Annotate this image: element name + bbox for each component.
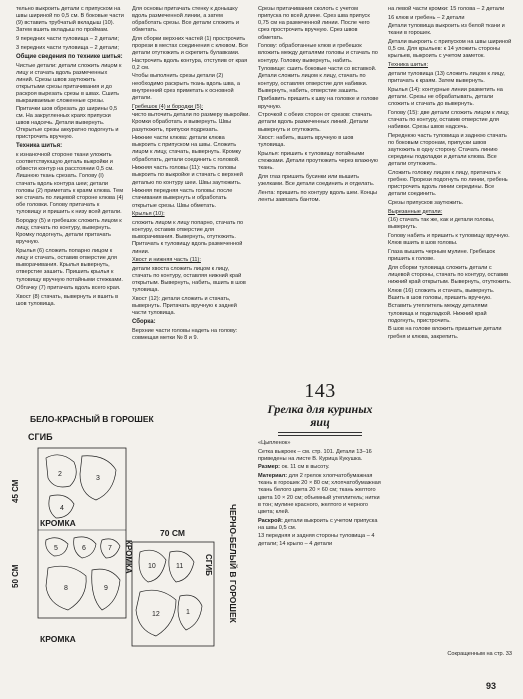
paragraph: Строчкой с обеих сторон от срезов: стачать детали вдоль размеченных линий. Детали вывернуть и отутюжить. bbox=[258, 112, 372, 133]
paragraph: Вставить утеплитель между деталями туловища и подкладкой. Нижний край подогнуть, пристрочить. bbox=[388, 303, 488, 324]
pattern-piece bbox=[178, 595, 202, 630]
paragraph: Нижние части клюва: детали клюва выкроить с припуском на швы. Сложить лицом к лицу, стачать, вывернуть. Кромку обработать, детали соединить с головой. bbox=[132, 135, 241, 163]
paragraph: Лента: пришить по контуру вдоль шеи. Концы ленты завязать бантом. bbox=[258, 189, 378, 203]
cutting-value: детали выкроить с учетом припуска на швы 0,5 см. bbox=[258, 517, 378, 531]
paragraph: Хвост (8) стачать, вывернуть и вшить в шов туловища. bbox=[16, 293, 119, 308]
paragraph: Верхние части головы надеть на голову: совмещая метки № 8 и 9. bbox=[132, 328, 238, 342]
paragraph: В шов на голове вложить пришитые детали гребня и клюва, закрепить. bbox=[388, 326, 502, 340]
paragraph: Клюв (16) сложить и стачать, вывернуть. Вшить в шов головы, пришить вручную. bbox=[388, 287, 495, 301]
paragraph: «Цыпленок» bbox=[258, 440, 291, 446]
materials-label: Материал: bbox=[258, 473, 288, 480]
paragraph: тельно выкроить детали с припуском на швы шириной по 0,5 см. В боковые части (9) вставить трубчатый вкладыш (10). Затем вшить вкладыш по проймам. bbox=[16, 6, 124, 34]
section-heading: Сборка: bbox=[132, 319, 156, 326]
paragraph: на левой части кромки: 15 голова – 2 детали bbox=[388, 6, 505, 12]
piece-number: 5 bbox=[54, 545, 58, 552]
paragraph: чисто выточить детали по размеру выкройки. Кромки обработать и вывернуть. Швы разутюжить, припуски подрезать. bbox=[132, 112, 250, 133]
paragraph: Нижняя передняя часть головы: после стачивания вывернуть и обработать открытые срезы. Швы обметать. bbox=[132, 188, 233, 209]
fabric-outline-right bbox=[132, 542, 214, 646]
cutting-list: 13 передняя и задняя стороны туловища – 4 детали; 14 крыло – 4 детали bbox=[258, 533, 375, 547]
section-heading: Общие сведения по технике шитья: bbox=[16, 53, 123, 60]
section-heading: Техника шитья: bbox=[16, 143, 63, 150]
cutting-layout-diagram bbox=[10, 410, 256, 692]
edge-label: КРОМКА bbox=[124, 540, 133, 574]
height-label-45: 45 СМ bbox=[11, 479, 20, 503]
paragraph: Сложить головку лицом к лицу, притачать к гребню. Прорези подогнуть по линии, гребень пристрочить вдоль линии середины. Все детали соединить. bbox=[388, 169, 508, 198]
paragraph: Для сборки туловища сложить детали с лицевой стороны, стачать по контуру, оставив нижний край открытым. Вывернуть, отутюжить. bbox=[388, 264, 512, 285]
paragraph: к изнаночной стороне ткани уложить соответствующую деталь выкройки и обвести контур на расстоянии 0,5 см. Лишнюю ткань срезать. Голову (I) стачать вдоль контура шеи; детали головы (2) приметать к краям клюва. Тем же стачать по лицевой стороне клюва (4) обе головки. Голову притачать к туловищу и пришить к низу всей детали. bbox=[16, 151, 124, 216]
fold-label: СГИБ bbox=[28, 432, 53, 442]
paragraph: Крылья (6) сложить попарно лицом к лицу и стачать, оставив отверстие для выворачивания. Крылья вывернуть, отверстие зашить. Пришить крылья к туловищу вручную потайными стежками. bbox=[16, 248, 123, 283]
paragraph: детали туловища (13) сложить лицом к лицу, притачать к краям. Затем вывернуть. bbox=[388, 70, 505, 84]
width-label: 70 СМ bbox=[160, 528, 185, 538]
piece-number: 9 bbox=[104, 585, 108, 592]
piece-number: 6 bbox=[82, 545, 86, 552]
paragraph: Туловище: сшить боковые части со вставкой. Детали сложить лицом к лицу, стачать по контуру, оставляя отверстие для набивки. Вывернуть, набить, отверстие зашить. bbox=[258, 66, 377, 94]
paragraph: Для сборки верхних частей (1) прострочить прорези в местах соединения с клювом. Все детали отутюжить и скрепить булавками. Настрочить вдоль контура, отступив от края 0,2 см. bbox=[132, 36, 249, 71]
diagram-title bbox=[30, 413, 154, 424]
project-text bbox=[258, 440, 382, 548]
diagram-title-text: БЕЛО-КРАСНЫЙ В ГОРОШЕК bbox=[30, 414, 154, 424]
fold-label: СГИБ bbox=[204, 554, 213, 576]
paragraph: Голову (15): две детали сложить лицом к лицу, стачать по контуру, оставив отверстие для набивки. Срезы швов надсечь. bbox=[388, 109, 510, 130]
paragraph: Бородку (5) и гребешок сложить лицом к лицу, стачать по контуру, вывернуть. Кромку подогнуть, детали притачать вручную. bbox=[16, 217, 122, 246]
paragraph: (16) стачать так же, как и детали головы, вывернуть. bbox=[388, 217, 495, 231]
size-label: Размер: bbox=[258, 464, 281, 471]
title-divider bbox=[278, 432, 362, 436]
paragraph: Голову: обработанные клюв и гребешок вложить между деталями головы и стачать по контуру. Головку вывернуть, набить. bbox=[258, 43, 378, 64]
paragraph: 9 передних части туловища – 2 детали; bbox=[16, 36, 119, 43]
paragraph: Голову набить и пришить к туловищу вручную. Клюв вшить в шов головы. bbox=[388, 233, 510, 247]
section-heading: Вырезанные детали: bbox=[388, 208, 443, 215]
cutting-line bbox=[258, 518, 382, 532]
text-column-1 bbox=[16, 6, 124, 410]
paragraph: Переднюю часть туловища и заднюю стачать по боковым сторонам, припуски швов заутюжить в одну сторону. Стачать линию середины подкладки и детали клюва. Все детали отутюжить. bbox=[388, 132, 507, 168]
paragraph: 16 клюв и гребень – 2 детали bbox=[388, 14, 465, 21]
height-label-50: 50 СМ bbox=[11, 564, 20, 588]
paragraph: Прибавить пришить к шву на головке и голове вручную. bbox=[258, 96, 379, 110]
fabric-outline-left bbox=[38, 448, 126, 618]
paragraph: Крылья (14): контурные линии разметить на детали. Срезы не обрабатывать, детали сложить и стачать до вывернуть. bbox=[388, 86, 503, 107]
paragraph: Нижняя часть головы (11): часть головы выкроить по выкройке и стачать с верхней деталью по контуру шеи. Швы заутюжить. bbox=[132, 165, 243, 186]
piece-number: 8 bbox=[64, 585, 68, 592]
paragraph: Детали туловища выкроить из белой ткани и ткани в горошек. bbox=[388, 23, 505, 37]
paragraph: сложить лицом к лицу попарно, стачать по контуру, оставив отверстие для выворачивания. Вывернуть, отутюжить. Притачать к туловищу вдоль размеченной линии. bbox=[132, 219, 244, 255]
materials-value: для 2 грелок хлопчатобумажная ткань в горошек 20 × 80 см; хлопчатобумажная ткань белого цвета 20 × 60 см; ткань желтого цвета 10 × 20 см; объемный утеплитель; нитки в тон; мулине красного, желтого и черного цвета; клей. bbox=[258, 473, 381, 515]
credit-note: Сокращенным на стр. 33 bbox=[447, 651, 512, 657]
paragraph: Для глаз пришить бусинки или вышить узелками. Все детали соединить и отделать. bbox=[258, 173, 375, 188]
piece-number: 2 bbox=[58, 471, 62, 478]
piece-number: 12 bbox=[152, 611, 160, 618]
piece-number: 10 bbox=[148, 563, 156, 570]
section-heading: Хвост и нижняя часть (11): bbox=[132, 257, 201, 264]
paragraph: Крылья: пришить к туловищу потайными стежками. Детали проутюжить через влажную ткань. bbox=[258, 150, 378, 172]
size-line bbox=[258, 464, 382, 471]
project-block bbox=[258, 381, 382, 549]
side-label: ЧЕРНО-БЕЛЫЙ В ГОРОШЕК bbox=[228, 504, 238, 623]
section-heading: Гребешок (4) и бородки (5): bbox=[132, 103, 203, 110]
paragraph: 3 передних части туловища – 2 детали; bbox=[16, 44, 119, 51]
piece-number: 7 bbox=[108, 545, 112, 552]
paragraph: Сетка выкроек – см. стр. 101. Детали 13–16 приведены на листе В. Курица Кукушка. bbox=[258, 448, 372, 462]
piece-number: 4 bbox=[60, 505, 64, 512]
piece-number: 1 bbox=[186, 609, 190, 616]
project-title: Грелка для куриных яиц bbox=[267, 402, 373, 429]
paragraph: Хвост (12): детали сложить и стачать, вывернуть. Притачать вручную к задней части туловища. bbox=[132, 295, 237, 317]
edge-label: КРОМКА bbox=[40, 634, 76, 644]
paragraph: Детали выкроить с припуском на швы шириной 0,5 см. Для крыльев: к 14 уложить стороны крыльев, выкроить с учетом заметок. bbox=[388, 39, 512, 60]
paragraph: Обтачку (7) притачать вдоль всего края. bbox=[16, 285, 121, 292]
text-column-4 bbox=[388, 6, 512, 666]
paragraph: Чтобы выполнить срезы детали (2) необходимо раскрыть ткань вдоль шва, а внутренний срез приметать к основной детали. bbox=[132, 73, 240, 101]
edge-label: КРОМКА bbox=[40, 518, 76, 528]
project-number: 143 bbox=[304, 380, 336, 402]
materials-line bbox=[258, 473, 382, 516]
paragraph: Хвост: набить, вшить вручную в шов туловища. bbox=[258, 135, 354, 149]
page-number: 93 bbox=[486, 681, 497, 691]
paragraph: Срезы припусков заутюжить. bbox=[388, 199, 464, 206]
text-column-3 bbox=[258, 6, 382, 378]
paragraph: Чистые детали: детали сложить лицом к лицу и стачать вдоль размеченных линий. Срезы швов заутюжить открытыми срезы притачивания и до раскроя вырезать срезы в швах. Сшить выкраиваемые сложенные срезы. Притачки шов обрезать до ширины 0,5 см. На закругленных краях припуски швов надсечь. Детали вывернуть. Открытые срезы аккуратно подогнуть и пристрочить вручную. bbox=[16, 62, 122, 141]
section-heading: Крылья (10): bbox=[132, 211, 165, 218]
piece-number: 11 bbox=[176, 563, 184, 570]
paragraph: Для основы притачать стенку к донышку вдоль размеченной линии, а затем обработать срезы. Все детали сложить и обметать. bbox=[132, 6, 239, 34]
cutting-label: Раскрой: bbox=[258, 517, 283, 524]
paragraph: детали хвоста сложить лицом к лицу, стачать по контуру, оставляя нижний край открытым. Вывернуть, набить, вшить в шов туловища. bbox=[132, 265, 246, 294]
section-heading: Техника шитья: bbox=[388, 62, 429, 69]
size-value: ок. 11 см в высоту. bbox=[281, 464, 330, 471]
piece-number: 3 bbox=[96, 475, 100, 482]
paragraph: Срезы притачивания сколоть с учетом припуска по всей длине. Срез шва припуск 0,75 см на размеченной линии. После чего срез прострочить вручную. Срез швов обметать. bbox=[258, 6, 370, 41]
paragraph: Глаза вышить черным мулине. Гребешок пришить к голове. bbox=[388, 248, 495, 262]
